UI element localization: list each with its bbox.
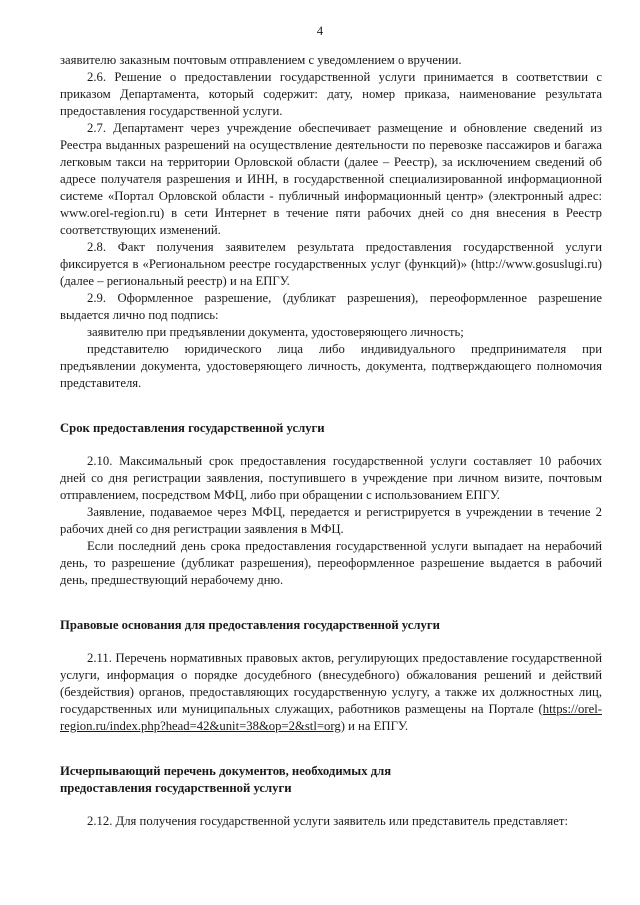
paragraph-2-8: 2.8. Факт получения заявителем результата предоставления государственной услуги фиксируется в «Региональном реестре государственных услуг (функций)» (http://www.gosuslugi.ru) (далее – региональный реестр) и на ЕПГУ. xyxy=(60,240,602,288)
paragraph-2-11-text-before: 2.11. Перечень нормативных правовых актов, регулирующих предоставление государственной услуги, информация о порядке досудебного (внесудебного) обжалования решений и действий (бездействия) органов, предоставляющих государственную услугу, а также их должностных лиц, государственных или муниципальных служащих, работников размещены на Портале ( xyxy=(60,651,602,716)
section-heading-term: Срок предоставления государственной услуги xyxy=(60,421,325,435)
paragraph-2-9-representative: представителю юридического лица либо индивидуального предпринимателя при предъявлении документа, удостоверяющего личность, документа, подтверждающего полномочия представителя. xyxy=(60,342,602,390)
paragraph-2-7: 2.7. Департамент через учреждение обеспечивает размещение и обновление сведений из Реестра выданных разрешений на осуществление деятельности по перевозке пассажиров и багажа легковым такси на территории Орловской области (далее – Реестр), за исключением сведений об адресе получателя разрешения и ИНН, в государственной специализированной информационной системе «Портал Орловской области - публичный информационный центр» (электронный адрес: www.orel-region.ru) в сети Интернет в течение пяти рабочих дней со дня внесения в Реестр соответствующих изменений. xyxy=(60,121,602,237)
section-heading-legal-basis: Правовые основания для предоставления государственной услуги xyxy=(60,618,440,632)
paragraph-2-12: 2.12. Для получения государственной услуги заявитель или представитель представляет: xyxy=(87,814,568,828)
page-number: 4 xyxy=(316,24,324,38)
document-body xyxy=(60,52,602,830)
paragraph-2-11-text-after: ) и на ЕПГУ. xyxy=(340,719,408,733)
paragraph-2-10-mfc: Заявление, подаваемое через МФЦ, передается и регистрируется в учреждении в течение 2 рабочих дней со дня регистрации заявления в МФЦ. xyxy=(60,505,602,536)
paragraph-2-10: 2.10. Максимальный срок предоставления государственной услуги составляет 10 рабочих дней со дня регистрации заявления, поступившего в учреждение при личном визите, почтовым отправлением, посредством МФЦ, либо при обращении с использованием ЕПГУ. xyxy=(60,454,602,502)
paragraph-2-10-holiday: Если последний день срока предоставления государственной услуги выпадает на нерабочий день, то разрешение (дубликат разрешения), переоформленное разрешение выдается в рабочий день, предшествующий нерабочему дню. xyxy=(60,539,602,587)
paragraph-2-9-applicant: заявителю при предъявлении документа, удостоверяющего личность; xyxy=(87,325,464,339)
paragraph-2-6: 2.6. Решение о предоставлении государственной услуги принимается в соответствии с приказом Департамента, который содержит: дату, номер приказа, наименование результата предоставления государственной услуги. xyxy=(60,70,602,118)
portal-link[interactable]: https://orel-region.ru/index.php?head=42&unit=38&op=2&stl=org xyxy=(60,702,602,733)
section-heading-documents-line2: предоставления государственной услуги xyxy=(60,781,292,795)
paragraph-2-9: 2.9. Оформленное разрешение, (дубликат разрешения), переоформленное разрешение выдается лично под подпись: xyxy=(60,291,602,322)
section-heading-documents-line1: Исчерпывающий перечень документов, необходимых для xyxy=(60,764,392,778)
paragraph-2-11 xyxy=(60,650,602,735)
paragraph-delivery-by-mail: заявителю заказным почтовым отправлением с уведомлением о вручении. xyxy=(60,53,462,67)
